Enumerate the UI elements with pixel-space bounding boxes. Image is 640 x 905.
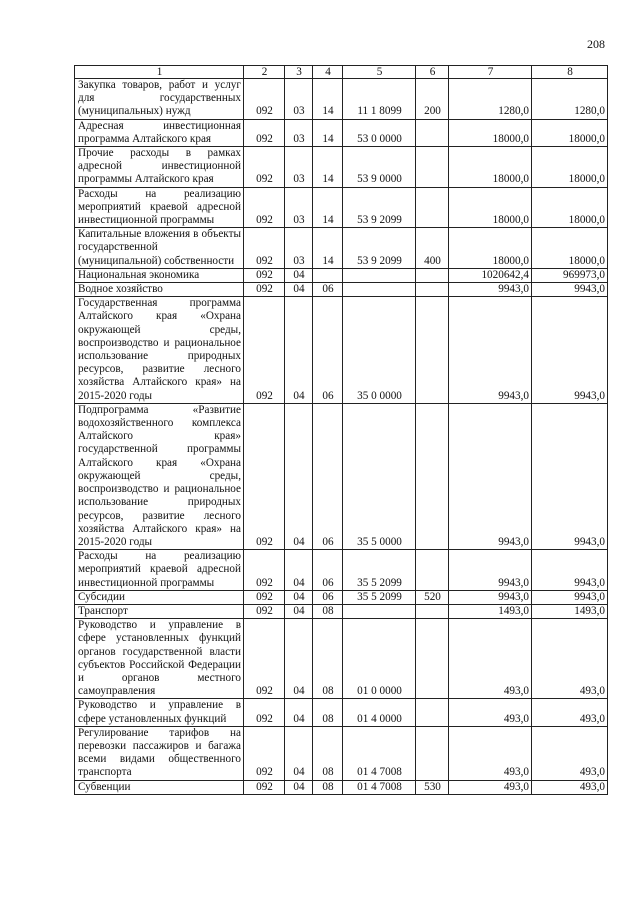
section-code-cell: 04 bbox=[285, 590, 313, 604]
table-row bbox=[75, 550, 608, 591]
subsection-code-cell: 08 bbox=[313, 699, 343, 726]
amount-1-cell: 493,0 bbox=[449, 780, 532, 794]
row-name-cell: Расходы на реализацию мероприятий краевой адресной инвестиционной программы bbox=[75, 187, 244, 228]
amount-1-cell: 18000,0 bbox=[449, 187, 532, 228]
expense-type-code-cell bbox=[416, 283, 449, 297]
dept-code-cell: 092 bbox=[244, 403, 285, 549]
target-item-code-cell bbox=[343, 283, 416, 297]
table-row bbox=[75, 283, 608, 297]
amount-1-cell: 493,0 bbox=[449, 619, 532, 699]
expense-type-code-cell bbox=[416, 119, 449, 146]
expense-type-code-cell: 400 bbox=[416, 228, 449, 269]
dept-code-cell: 092 bbox=[244, 268, 285, 282]
amount-2-cell: 969973,0 bbox=[532, 268, 608, 282]
section-code-cell: 03 bbox=[285, 119, 313, 146]
section-code-cell: 04 bbox=[285, 619, 313, 699]
section-code-cell: 04 bbox=[285, 283, 313, 297]
target-item-code-cell: 01 4 0000 bbox=[343, 699, 416, 726]
row-name-cell: Закупка товаров, работ и услуг для государственных (муниципальных) нужд bbox=[75, 79, 244, 120]
dept-code-cell: 092 bbox=[244, 699, 285, 726]
target-item-code-cell: 35 0 0000 bbox=[343, 297, 416, 404]
table-row bbox=[75, 147, 608, 188]
subsection-code-cell: 14 bbox=[313, 147, 343, 188]
subsection-code-cell: 06 bbox=[313, 550, 343, 591]
subsection-code-cell: 08 bbox=[313, 619, 343, 699]
table-row bbox=[75, 187, 608, 228]
subsection-code-cell: 14 bbox=[313, 228, 343, 269]
expense-type-code-cell: 200 bbox=[416, 79, 449, 120]
amount-2-cell: 1493,0 bbox=[532, 604, 608, 618]
section-code-cell: 03 bbox=[285, 79, 313, 120]
table-row bbox=[75, 726, 608, 780]
dept-code-cell: 092 bbox=[244, 726, 285, 780]
table-row bbox=[75, 604, 608, 618]
target-item-code-cell: 01 4 7008 bbox=[343, 726, 416, 780]
section-code-cell: 04 bbox=[285, 403, 313, 549]
section-code-cell: 03 bbox=[285, 147, 313, 188]
expense-type-code-cell bbox=[416, 297, 449, 404]
table-row bbox=[75, 619, 608, 699]
amount-1-cell: 493,0 bbox=[449, 699, 532, 726]
table-row bbox=[75, 119, 608, 146]
amount-2-cell: 493,0 bbox=[532, 699, 608, 726]
row-name-cell: Национальная экономика bbox=[75, 268, 244, 282]
page-number: 208 bbox=[587, 37, 605, 51]
header-cell: 2 bbox=[244, 66, 285, 79]
target-item-code-cell: 35 5 2099 bbox=[343, 590, 416, 604]
subsection-code-cell bbox=[313, 268, 343, 282]
dept-code-cell: 092 bbox=[244, 297, 285, 404]
dept-code-cell: 092 bbox=[244, 119, 285, 146]
row-name-cell: Государственная программа Алтайского края «Охрана окружающей среды, воспроизводство и рациональное использование природных ресурсов, развитие лесного хозяйства Алтайского края» на 2015-2020 годы bbox=[75, 297, 244, 404]
amount-2-cell: 9943,0 bbox=[532, 550, 608, 591]
amount-2-cell: 9943,0 bbox=[532, 297, 608, 404]
row-name-cell: Руководство и управление в сфере установленных функций органов государственной власти субъектов Российской Федерации и органов местного самоуправления bbox=[75, 619, 244, 699]
subsection-code-cell: 08 bbox=[313, 780, 343, 794]
table-row bbox=[75, 699, 608, 726]
amount-1-cell: 9943,0 bbox=[449, 403, 532, 549]
expense-type-code-cell bbox=[416, 604, 449, 618]
expense-type-code-cell bbox=[416, 619, 449, 699]
target-item-code-cell: 35 5 0000 bbox=[343, 403, 416, 549]
section-code-cell: 04 bbox=[285, 699, 313, 726]
header-cell: 7 bbox=[449, 66, 532, 79]
section-code-cell: 03 bbox=[285, 187, 313, 228]
amount-1-cell: 9943,0 bbox=[449, 297, 532, 404]
amount-1-cell: 493,0 bbox=[449, 726, 532, 780]
row-name-cell: Адресная инвестиционная программа Алтайского края bbox=[75, 119, 244, 146]
subsection-code-cell: 14 bbox=[313, 79, 343, 120]
amount-2-cell: 1280,0 bbox=[532, 79, 608, 120]
table-row bbox=[75, 228, 608, 269]
amount-2-cell: 493,0 bbox=[532, 619, 608, 699]
amount-2-cell: 9943,0 bbox=[532, 283, 608, 297]
amount-1-cell: 9943,0 bbox=[449, 550, 532, 591]
target-item-code-cell bbox=[343, 268, 416, 282]
row-name-cell: Субсидии bbox=[75, 590, 244, 604]
target-item-code-cell: 53 9 2099 bbox=[343, 228, 416, 269]
row-name-cell: Субвенции bbox=[75, 780, 244, 794]
row-name-cell: Капитальные вложения в объекты государственной (муниципальной) собственности bbox=[75, 228, 244, 269]
row-name-cell: Прочие расходы в рамках адресной инвестиционной программы Алтайского края bbox=[75, 147, 244, 188]
section-code-cell: 04 bbox=[285, 268, 313, 282]
expense-type-code-cell bbox=[416, 187, 449, 228]
table-row bbox=[75, 403, 608, 549]
subsection-code-cell: 06 bbox=[313, 297, 343, 404]
amount-1-cell: 9943,0 bbox=[449, 283, 532, 297]
table-header-row bbox=[75, 66, 608, 79]
subsection-code-cell: 08 bbox=[313, 604, 343, 618]
target-item-code-cell: 35 5 2099 bbox=[343, 550, 416, 591]
amount-1-cell: 9943,0 bbox=[449, 590, 532, 604]
amount-1-cell: 18000,0 bbox=[449, 228, 532, 269]
amount-1-cell: 1280,0 bbox=[449, 79, 532, 120]
row-name-cell: Подпрограмма «Развитие водохозяйственного комплекса Алтайского края» государственной программы Алтайского края «Охрана окружающей среды, воспроизводство и рациональное использование природных ресурсов, развитие лесного хозяйства Алтайского края» на 2015-2020 годы bbox=[75, 403, 244, 549]
dept-code-cell: 092 bbox=[244, 604, 285, 618]
expense-type-code-cell bbox=[416, 550, 449, 591]
table-row bbox=[75, 268, 608, 282]
section-code-cell: 04 bbox=[285, 550, 313, 591]
amount-2-cell: 18000,0 bbox=[532, 147, 608, 188]
section-code-cell: 04 bbox=[285, 726, 313, 780]
dept-code-cell: 092 bbox=[244, 590, 285, 604]
subsection-code-cell: 06 bbox=[313, 590, 343, 604]
table-row bbox=[75, 780, 608, 794]
subsection-code-cell: 06 bbox=[313, 283, 343, 297]
row-name-cell: Транспорт bbox=[75, 604, 244, 618]
expense-type-code-cell: 520 bbox=[416, 590, 449, 604]
dept-code-cell: 092 bbox=[244, 780, 285, 794]
dept-code-cell: 092 bbox=[244, 283, 285, 297]
amount-2-cell: 9943,0 bbox=[532, 403, 608, 549]
dept-code-cell: 092 bbox=[244, 147, 285, 188]
amount-2-cell: 18000,0 bbox=[532, 228, 608, 269]
dept-code-cell: 092 bbox=[244, 187, 285, 228]
amount-2-cell: 493,0 bbox=[532, 780, 608, 794]
dept-code-cell: 092 bbox=[244, 79, 285, 120]
amount-1-cell: 18000,0 bbox=[449, 119, 532, 146]
target-item-code-cell: 01 4 7008 bbox=[343, 780, 416, 794]
expense-type-code-cell bbox=[416, 699, 449, 726]
row-name-cell: Водное хозяйство bbox=[75, 283, 244, 297]
row-name-cell: Регулирование тарифов на перевозки пассажиров и багажа всеми видами общественного транспорта bbox=[75, 726, 244, 780]
table-row bbox=[75, 590, 608, 604]
amount-2-cell: 18000,0 bbox=[532, 187, 608, 228]
target-item-code-cell bbox=[343, 604, 416, 618]
target-item-code-cell: 53 9 0000 bbox=[343, 147, 416, 188]
subsection-code-cell: 14 bbox=[313, 187, 343, 228]
header-cell: 1 bbox=[75, 66, 244, 79]
header-cell: 8 bbox=[532, 66, 608, 79]
header-cell: 4 bbox=[313, 66, 343, 79]
header-cell: 3 bbox=[285, 66, 313, 79]
budget-table bbox=[74, 65, 608, 795]
expense-type-code-cell bbox=[416, 147, 449, 188]
amount-2-cell: 493,0 bbox=[532, 726, 608, 780]
dept-code-cell: 092 bbox=[244, 550, 285, 591]
amount-1-cell: 18000,0 bbox=[449, 147, 532, 188]
amount-1-cell: 1020642,4 bbox=[449, 268, 532, 282]
expense-type-code-cell bbox=[416, 726, 449, 780]
section-code-cell: 04 bbox=[285, 604, 313, 618]
expense-type-code-cell bbox=[416, 403, 449, 549]
section-code-cell: 04 bbox=[285, 780, 313, 794]
header-cell: 6 bbox=[416, 66, 449, 79]
subsection-code-cell: 14 bbox=[313, 119, 343, 146]
section-code-cell: 04 bbox=[285, 297, 313, 404]
table-row bbox=[75, 297, 608, 404]
expense-type-code-cell bbox=[416, 268, 449, 282]
expense-type-code-cell: 530 bbox=[416, 780, 449, 794]
dept-code-cell: 092 bbox=[244, 619, 285, 699]
dept-code-cell: 092 bbox=[244, 228, 285, 269]
target-item-code-cell: 11 1 8099 bbox=[343, 79, 416, 120]
amount-1-cell: 1493,0 bbox=[449, 604, 532, 618]
subsection-code-cell: 06 bbox=[313, 403, 343, 549]
amount-2-cell: 9943,0 bbox=[532, 590, 608, 604]
target-item-code-cell: 01 0 0000 bbox=[343, 619, 416, 699]
target-item-code-cell: 53 0 0000 bbox=[343, 119, 416, 146]
section-code-cell: 03 bbox=[285, 228, 313, 269]
target-item-code-cell: 53 9 2099 bbox=[343, 187, 416, 228]
amount-2-cell: 18000,0 bbox=[532, 119, 608, 146]
row-name-cell: Расходы на реализацию мероприятий краевой адресной инвестиционной программы bbox=[75, 550, 244, 591]
table-row bbox=[75, 79, 608, 120]
row-name-cell: Руководство и управление в сфере установленных функций bbox=[75, 699, 244, 726]
subsection-code-cell: 08 bbox=[313, 726, 343, 780]
header-cell: 5 bbox=[343, 66, 416, 79]
